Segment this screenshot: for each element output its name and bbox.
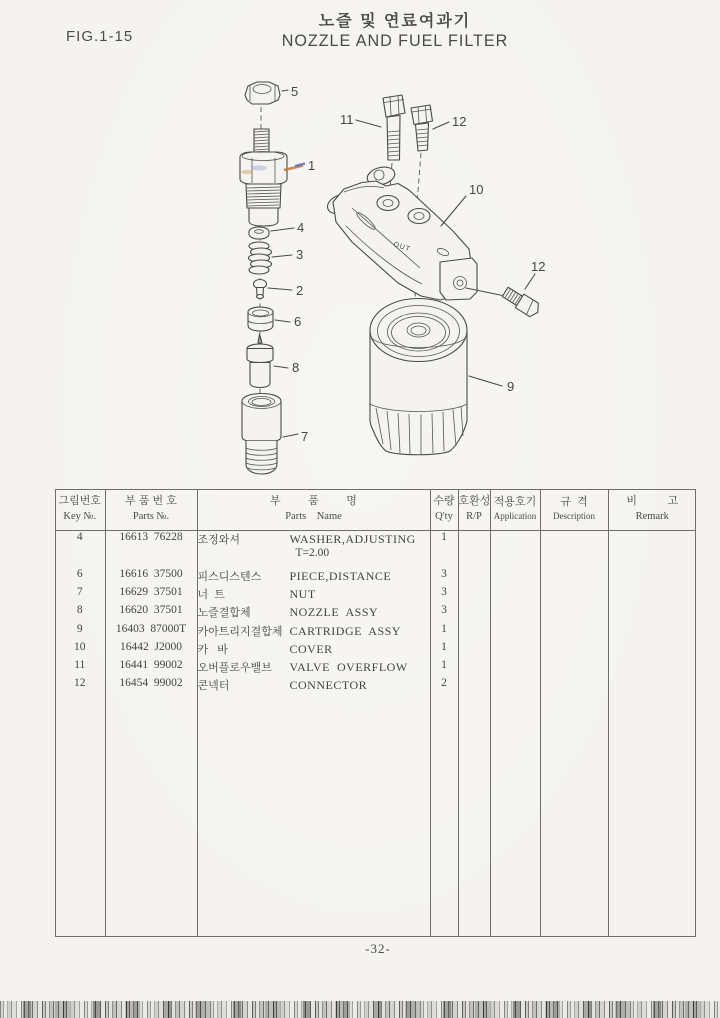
cell-partno: 16403 87000T: [105, 623, 197, 641]
cell-partno: 16454 99002: [105, 677, 197, 695]
part-8-nozzle-assy: [247, 334, 288, 388]
callout-12-upper: 12: [452, 114, 467, 129]
callout-8: 8: [292, 360, 300, 375]
callout-9: 9: [507, 379, 515, 394]
connector-leader-line: [525, 274, 535, 289]
cell-key: 7: [76, 586, 83, 598]
cell-key: 11: [74, 659, 86, 671]
col-header-name: 부 품 명 Parts Name: [197, 489, 430, 530]
col-header-rp: 호환성 R/P: [458, 489, 490, 530]
cell-name: 카 바 COVER: [197, 641, 430, 659]
part-12-connector-lower: [501, 285, 542, 319]
table-empty-filler-row: [55, 695, 696, 937]
cell-qty: 1: [430, 530, 458, 568]
table-row: [55, 530, 696, 568]
cell-qty: 1: [430, 659, 458, 677]
cell-name: 너 트 NUT: [197, 586, 430, 604]
cell-key: 8: [76, 604, 83, 616]
table-row: [55, 623, 696, 641]
cell-name-note: T=2.00: [295, 546, 330, 559]
col-header-application: 적용호기 Application: [490, 489, 540, 530]
cell-qty: 2: [430, 677, 458, 695]
part-11-overflow-valve-bolt: [356, 95, 405, 160]
cell-name: 콘넥터 CONNECTOR: [197, 677, 430, 695]
callout-7: 7: [301, 429, 309, 444]
exploded-parts-diagram: [0, 70, 720, 485]
cell-partno: 16613 76228: [105, 530, 197, 568]
cell-name: 카아트리지결합체 CARTRIDGE ASSY: [197, 623, 430, 641]
pen-leader-blue: [295, 164, 305, 167]
part-7-nut: [242, 394, 298, 475]
pen-smudge-blue: [251, 165, 267, 170]
cover-out-marking: OUT: [392, 241, 412, 254]
page-title-korean: 노즐 및 연료여과기: [318, 13, 472, 30]
cell-partno: 16442 J2000: [105, 641, 197, 659]
cell-partno: 16616 37500: [105, 568, 197, 586]
callout-1: 1: [308, 158, 316, 173]
col-header-partno: 부 품 번 호 Parts №.: [105, 489, 197, 530]
cell-partno: 16620 37501: [105, 604, 197, 623]
part-9-cartridge: [370, 299, 502, 455]
cell-qty: 3: [430, 604, 458, 623]
cell-qty: 1: [430, 641, 458, 659]
col-header-remark: 비 고 Remark: [608, 489, 696, 530]
cell-name: 조정와셔 WASHER,ADJUSTING T=2.00: [197, 530, 430, 568]
part-12-connector-bolt-upper: [411, 105, 449, 151]
col-header-key: 그림번호 Key №.: [55, 489, 105, 530]
callout-5: 5: [291, 84, 299, 99]
cell-key: 9: [76, 623, 83, 635]
table-row: [55, 604, 696, 623]
cell-key: 4: [76, 530, 83, 543]
part-1-nozzle-holder: [240, 129, 305, 226]
table-row: [55, 677, 696, 695]
cell-key: 12: [74, 677, 86, 689]
callout-11: 11: [340, 112, 354, 127]
pen-smudge-orange: [241, 170, 253, 174]
callout-6: 6: [294, 314, 302, 329]
table-header-row: [55, 489, 696, 530]
callout-10: 10: [469, 182, 484, 197]
scan-noise-band: [0, 1001, 720, 1018]
part-5-cap-nut: [245, 82, 288, 104]
callout-3: 3: [296, 247, 304, 262]
cell-key: 10: [74, 641, 86, 653]
part-4-adjusting-washer: [249, 227, 294, 239]
page-title-english: NOZZLE AND FUEL FILTER: [281, 31, 509, 50]
cell-qty: 1: [430, 623, 458, 641]
part-6-distance-piece: [248, 307, 290, 331]
table-row: [55, 586, 696, 604]
cell-partno: 16629 37501: [105, 586, 197, 604]
page-number: -32-: [365, 941, 391, 956]
callout-4: 4: [297, 220, 305, 235]
table-row: [55, 641, 696, 659]
cell-key: 6: [76, 568, 83, 580]
part-3-spring: [249, 242, 293, 274]
figure-number: FIG.1-15: [66, 28, 134, 45]
part-2-valve: [254, 280, 293, 299]
cell-qty: 3: [430, 568, 458, 586]
parts-table: [55, 489, 696, 937]
table-row: [55, 659, 696, 677]
cell-name: 노즐결합체 NOZZLE ASSY: [197, 604, 430, 623]
cell-name: 피스디스텐스 PIECE,DISTANCE: [197, 568, 430, 586]
cell-name: 오버플로우밸브 VALVE OVERFLOW: [197, 659, 430, 677]
col-header-qty: 수량 Q'ty: [430, 489, 458, 530]
cell-qty: 3: [430, 586, 458, 604]
cell-partno: 16441 99002: [105, 659, 197, 677]
callout-2: 2: [296, 283, 304, 298]
callout-12-lower: 12: [531, 259, 546, 274]
col-header-description: 규 격 Description: [540, 489, 608, 530]
table-row: [55, 568, 696, 586]
